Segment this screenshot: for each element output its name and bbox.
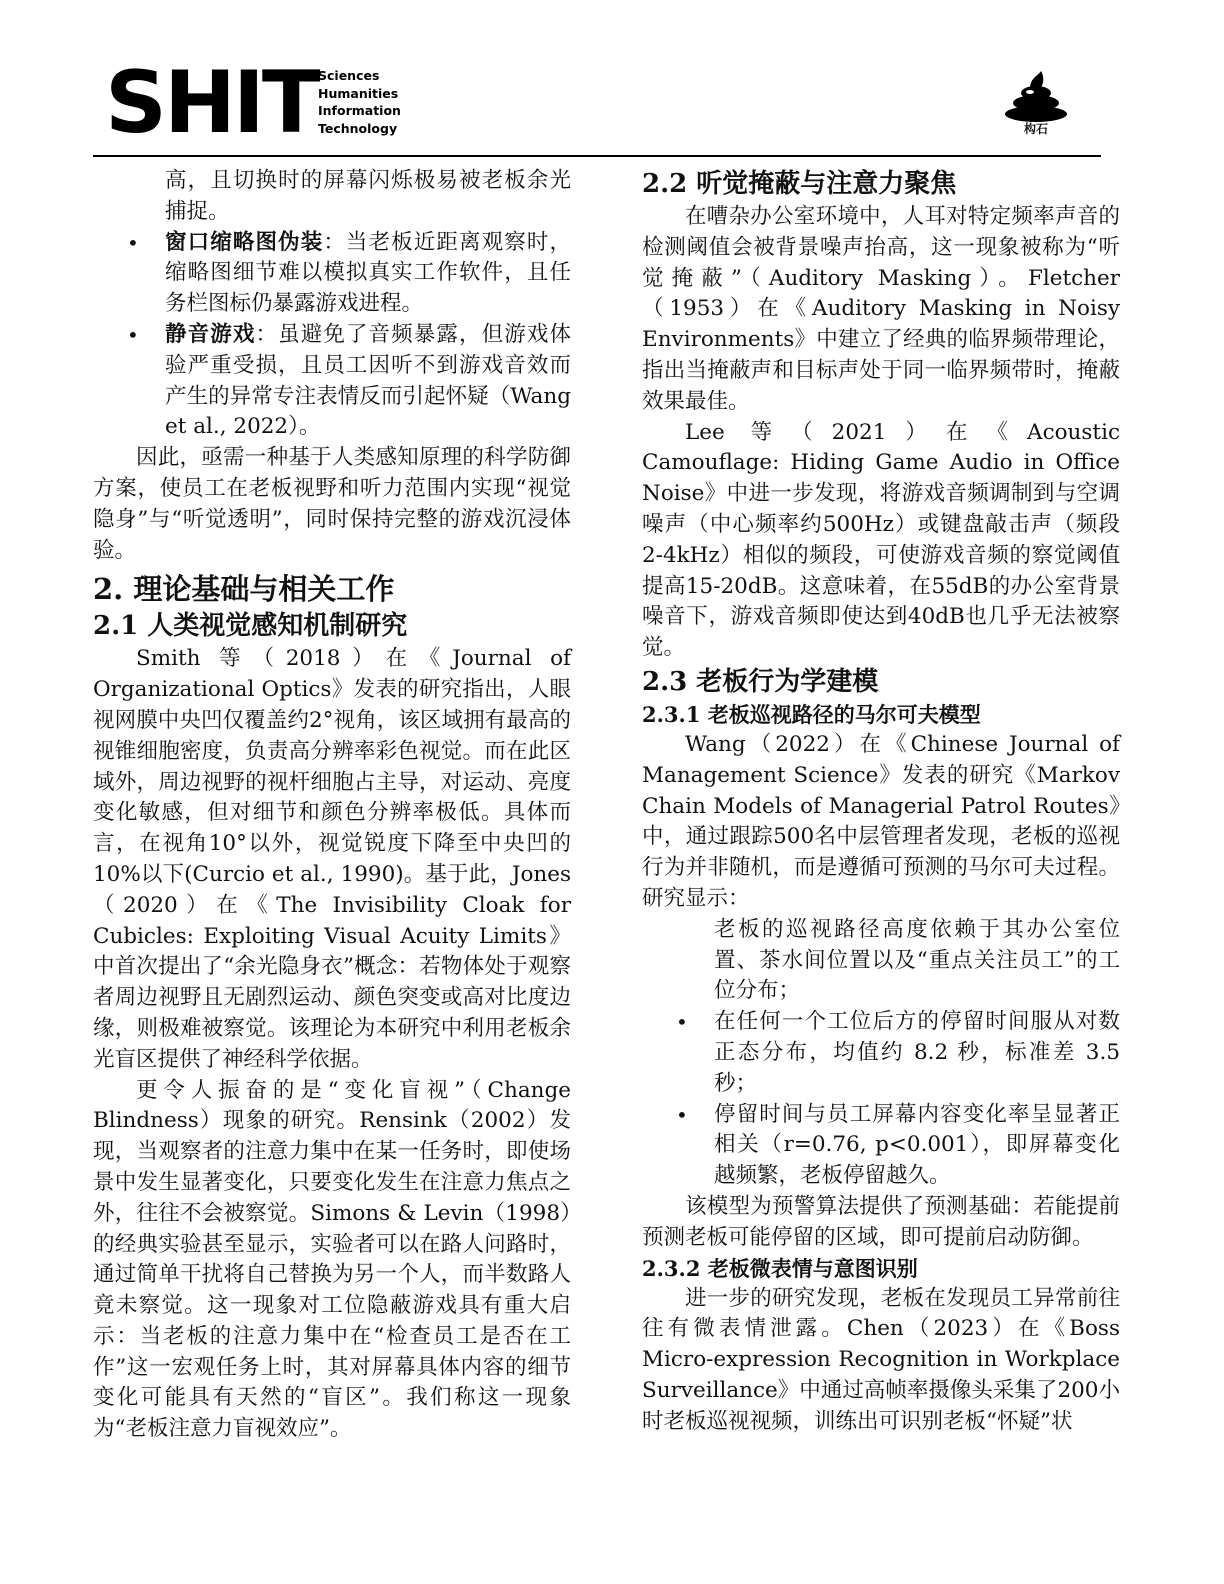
paragraph: 在嘈杂办公室环境中，人耳对特定频率声音的检测阈值会被背景噪声抬高，这一现象被称为“听觉掩蔽”（Auditory Masking）。Fletcher（1953）在《Auditory Masking in Noisy Environments》中建立了经典的临界频带理论，指出当掩蔽声和目标声处于同一临界频带时，掩蔽效果最佳。 [642,204,1120,414]
paragraph: Smith 等（2018）在《Journal of Organizational Optics》发表的研究指出，人眼视网膜中央凹仅覆盖约2°视角，该区域拥有最高的视锥细胞密度，负责高分辨率彩色视觉。而在此区域外，周边视野的视杆细胞占主导，对运动、亮度变化敏感，但对细节和颜色分辨率极低。具体而言，在视角10°以外，视觉锐度下降至中央凹的10%以下(Curcio et al., 1990)。基于此，Jones（2020）在《The Invisibility Cloak for Cubicles: Exploiting Visual Acuity Limits》中首次提出了“余光隐身衣”概念：若物体处于观察者周边视野且无剧烈运动、颜色突变或高对比度边缘，则极难被察觉。该理论为本研究中利用老板余光盲区提供了神经科学依据。 [93,646,571,1072]
bullet-list [642,1007,1120,1192]
section-heading: 2. 理论基础与相关工作 [93,572,395,607]
list-item-text: ：当老板近距离观察时，缩略图细节难以模拟真实工作软件，且任务栏图标仍暴露游戏进程。 [165,229,571,317]
paragraph: Wang（2022）在《Chinese Journal of Management Science》发表的研究《Markov Chain Models of Managerial Patrol Routes》中，通过跟踪500名中层管理者发现，老板的巡视行为并非随机，而是遵循可预测的马尔可夫过程。研究显示： [642,731,1120,911]
list-item: 老板的巡视路径高度依赖于其办公室位置、茶水间位置以及“重点关注员工”的工位分布； [714,916,1120,1004]
left-column [93,166,571,1445]
logo-sub-line: Technology [318,120,398,136]
header-divider [93,155,1101,157]
subsection-heading: 2.2 听觉掩蔽与注意力聚焦 [642,169,957,199]
publisher-logo [1001,70,1071,136]
logo-sub-line: Sciences [318,68,380,83]
page-header [93,53,1101,158]
list-item [165,228,571,320]
continued-list-text: 高，且切换时的屏幕闪烁极易被老板余光捕捉。 [165,168,571,224]
list-item [165,320,571,443]
logo-sub-line: Information [318,103,401,118]
list-item: • 在任何一个工位后方的停留时间服从对数正态分布，均值约 8.2 秒，标准差 3.5 秒； [714,1007,1120,1099]
paragraph: Lee 等（2021）在《Acoustic Camouflage: Hiding Game Audio in Office Noise》中进一步发现，将游戏音频调制到与空调噪声（中心频率约500Hz）或键盘敲击声（频段2-4kHz）相似的频段，可使游戏音频的察觉阈值提高15-20dB。这意味着，在55dB的办公室背景噪音下，游戏音频即使达到40dB也几乎无法被察觉。 [642,419,1120,661]
list-item-term: 窗口缩略图伪装 [165,229,324,255]
right-column [642,166,1120,1437]
subsubsection-heading: 2.3.1 老板巡视路径的马尔可夫模型 [642,701,981,727]
list-item-term: 静音游戏 [165,321,256,347]
paragraph: 该模型为预警算法提供了预测基础：若能提前预测老板可能停留的区域，即可提前启动防御。 [642,1193,1120,1250]
subsubsection-heading: 2.3.2 老板微表情与意图识别 [642,1255,918,1281]
list-item: • 停留时间与员工屏幕内容变化率呈显著正相关（r=0.76, p<0.001），即屏幕变化越频繁，老板停留越久。 [714,1100,1120,1192]
paragraph: 进一步的研究发现，老板在发现员工异常前往往有微表情泄露。Chen（2023）在《Boss Micro-expression Recognition in Workplace Surveillance》中通过高帧率摄像头采集了200小时老板巡视视频，训练出可识别老板“怀疑”状 [642,1285,1120,1434]
list-item-text: ：虽避免了音频暴露，但游戏体验严重受损，且员工因听不到游戏音效而产生的异常专注表情反而引起怀疑（Wang et al., 2022）。 [165,321,571,440]
paragraph: 因此，亟需一种基于人类感知原理的科学防御方案，使员工在老板视野和听力范围内实现“视觉隐身”与“听觉透明”，同时保持完整的游戏沉浸体验。 [93,445,571,563]
subsection-heading: 2.1 人类视觉感知机制研究 [93,611,408,642]
journal-logo-subtitle [318,67,401,137]
subsection-heading: 2.3 老板行为学建模 [642,666,879,697]
journal-logo-text: SHIT [105,53,318,153]
publisher-logo-label: 构石 [1023,122,1048,136]
paragraph: 更令人振奋的是“变化盲视”（Change Blindness）现象的研究。Rensink（2002）发现，当观察者的注意力集中在某一任务时，即使场景中发生显著变化，只要变化发生在注意力焦点之外，往往不会被察觉。Simons & Levin（1998）的经典实验甚至显示，实验者可以在路人问路时，通过简单干扰将自己替换为另一个人，而半数路人竟未察觉。这一现象对工位隐蔽游戏具有重大启示：当老板的注意力集中在“检查员工是否在工作”这一宏观任务上时，其对屏幕具体内容的细节变化可能具有天然的“盲区”。我们称这一现象为“老板注意力盲视效应”。 [93,1077,571,1442]
logo-sub-line: Humanities [318,85,399,101]
poop-pile-icon [1003,70,1069,122]
bullet-list [93,228,571,444]
